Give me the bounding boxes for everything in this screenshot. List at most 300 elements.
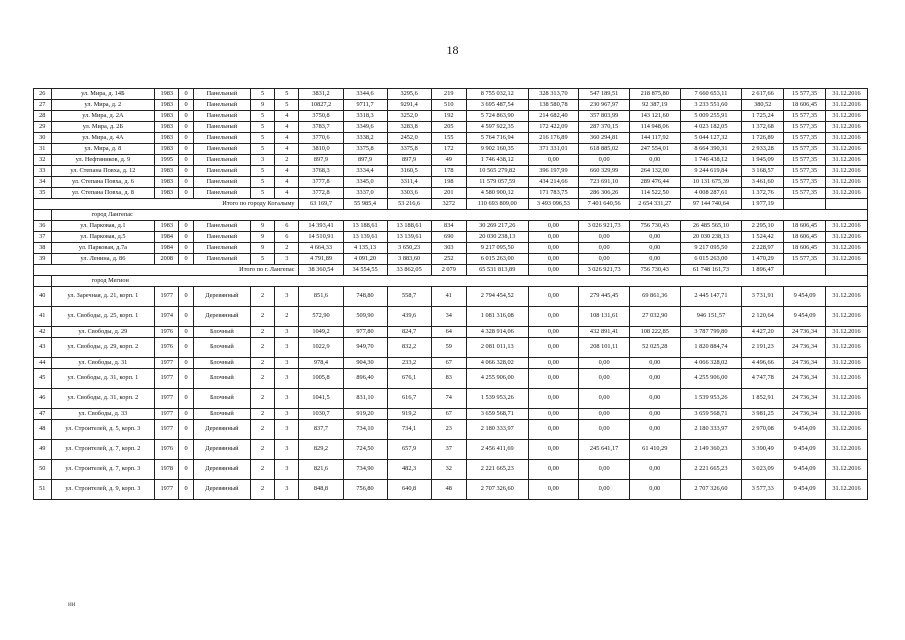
unit-cost-cell: 380,52 (742, 100, 784, 111)
regional-cost-cell: 660 329,99 (579, 166, 630, 177)
unit-cost-cell: 1 725,24 (742, 111, 784, 122)
total-cost-cell: 11 579 057,59 (466, 177, 528, 188)
limit-cost-cell: 24 736,34 (784, 409, 826, 420)
table-row (34, 100, 868, 111)
residential-area-cell: 3303,6 (387, 188, 431, 199)
table-row (34, 389, 868, 409)
address-cell: ул. Строителей, д. 5, корп. 3 (51, 420, 155, 440)
total-fund-cost-cell: 0,00 (528, 265, 579, 276)
total-cost-cell: 4 255 906,00 (466, 369, 528, 389)
total-owners-cost-cell: 61 748 161,73 (680, 265, 742, 276)
limit-cost-cell: 15 577,35 (784, 144, 826, 155)
deadline-cell: 31.12.2016 (826, 389, 868, 409)
total-regional-cost-cell: 7 401 640,56 (579, 199, 630, 210)
total-cost-cell: 2 794 454,52 (466, 287, 528, 307)
fund-cost-cell: 0,00 (528, 287, 579, 307)
total-area-cell: 1041,5 (299, 389, 343, 409)
total-area-cell: 4 791,89 (299, 254, 343, 265)
unit-cost-cell: 3 390,49 (742, 440, 784, 460)
owners-cost-cell: 2 180 333,97 (680, 420, 742, 440)
total-cost-cell: 3 659 568,71 (466, 409, 528, 420)
row-number: 36 (34, 221, 52, 232)
flag-cell: 0 (179, 307, 193, 327)
fund-cost-cell: 396 197,99 (528, 166, 579, 177)
wall-material-cell: Блочный (193, 327, 250, 338)
local-cost-cell: 218 875,80 (629, 89, 680, 100)
year-cell: 1977 (155, 409, 179, 420)
fund-cost-cell: 0,00 (528, 221, 579, 232)
residents-cell: 201 (431, 188, 466, 199)
residents-cell: 303 (431, 243, 466, 254)
entrances-cell: 3 (275, 420, 299, 440)
total-cost-cell: 1 081 316,08 (466, 307, 528, 327)
floors-cell: 2 (251, 409, 275, 420)
year-cell: 2008 (155, 254, 179, 265)
total-cost-cell: 2 180 333,97 (466, 420, 528, 440)
total-owners-cost-cell: 97 144 740,64 (680, 199, 742, 210)
year-cell: 1977 (155, 420, 179, 440)
entrances-cell: 3 (275, 327, 299, 338)
total-cost-cell: 5 764 716,94 (466, 133, 528, 144)
residential-area-cell: 2452,0 (387, 133, 431, 144)
residents-cell: 178 (431, 166, 466, 177)
address-cell: ул. Мира, д. 8 (51, 144, 155, 155)
year-cell: 1983 (155, 144, 179, 155)
year-cell: 1983 (155, 111, 179, 122)
limit-cost-cell: 24 736,34 (784, 369, 826, 389)
regional-cost-cell: 0,00 (579, 155, 630, 166)
total-living-area-cell: 55 985,4 (343, 199, 387, 210)
entrances-cell: 5 (275, 100, 299, 111)
year-cell: 1977 (155, 358, 179, 369)
local-cost-cell: 756 730,43 (629, 221, 680, 232)
total-empty-cell (784, 199, 826, 210)
entrances-cell: 4 (275, 111, 299, 122)
unit-cost-cell: 1 726,89 (742, 133, 784, 144)
table-row (34, 254, 868, 265)
table-row (34, 144, 868, 155)
address-cell: ул. Степана Повха, д. 12 (51, 166, 155, 177)
total-area-cell: 1049,2 (299, 327, 343, 338)
regional-cost-cell: 230 967,97 (579, 100, 630, 111)
unit-cost-cell: 4 747,78 (742, 369, 784, 389)
deadline-cell: 31.12.2016 (826, 111, 868, 122)
fund-cost-cell: 216 176,89 (528, 133, 579, 144)
owners-cost-cell: 5 044 127,32 (680, 133, 742, 144)
year-cell: 1983 (155, 166, 179, 177)
total-residential-area-cell: 33 862,05 (387, 265, 431, 276)
residential-area-cell: 897,9 (387, 155, 431, 166)
limit-cost-cell: 9 454,09 (784, 480, 826, 500)
total-cost-cell: 5 724 863,90 (466, 111, 528, 122)
owners-cost-cell: 1 539 953,26 (680, 389, 742, 409)
row-number: 49 (34, 440, 52, 460)
deadline-cell: 31.12.2016 (826, 254, 868, 265)
flag-cell: 0 (179, 221, 193, 232)
row-number: 30 (34, 133, 52, 144)
local-cost-cell: 0,00 (629, 460, 680, 480)
total-cost-cell: 4 597 922,35 (466, 122, 528, 133)
limit-cost-cell: 15 577,35 (784, 166, 826, 177)
deadline-cell: 31.12.2016 (826, 243, 868, 254)
row-number: 50 (34, 460, 52, 480)
total-total-area-cell: 38 360,54 (299, 265, 343, 276)
wall-material-cell: Панельный (193, 100, 250, 111)
limit-cost-cell: 24 736,34 (784, 327, 826, 338)
total-area-cell: 3768,3 (299, 166, 343, 177)
regional-cost-cell: 0,00 (579, 232, 630, 243)
deadline-cell: 31.12.2016 (826, 232, 868, 243)
address-cell: ул. Заречная, д. 21, корп. 1 (51, 287, 155, 307)
floors-cell: 2 (251, 460, 275, 480)
living-area-cell: 4 135,13 (343, 243, 387, 254)
table-row (34, 307, 868, 327)
residents-cell: 252 (431, 254, 466, 265)
total-cost-cell: 20 030 238,13 (466, 232, 528, 243)
total-cost-cell: 30 269 217,26 (466, 221, 528, 232)
regional-cost-cell: 108 131,61 (579, 307, 630, 327)
flag-cell: 0 (179, 460, 193, 480)
total-area-cell: 3831,2 (299, 89, 343, 100)
fund-cost-cell: 0,00 (528, 409, 579, 420)
year-cell: 1978 (155, 460, 179, 480)
address-cell: ул. Свободы, д. 33 (51, 409, 155, 420)
wall-material-cell: Панельный (193, 166, 250, 177)
owners-cost-cell: 4 008 287,61 (680, 188, 742, 199)
limit-cost-cell: 18 606,45 (784, 100, 826, 111)
year-cell: 1983 (155, 188, 179, 199)
row-number: 51 (34, 480, 52, 500)
table-row (34, 327, 868, 338)
wall-material-cell: Блочный (193, 369, 250, 389)
local-cost-cell: 114 522,50 (629, 188, 680, 199)
total-unit-cost-cell: 1 896,47 (742, 265, 784, 276)
owners-cost-cell: 1 820 884,74 (680, 338, 742, 358)
group-blank-cell (34, 276, 52, 287)
row-number: 28 (34, 111, 52, 122)
total-cost-cell: 6 015 263,00 (466, 254, 528, 265)
table-row (34, 155, 868, 166)
flag-cell: 0 (179, 254, 193, 265)
fund-cost-cell: 0,00 (528, 232, 579, 243)
owners-cost-cell: 3 233 551,60 (680, 100, 742, 111)
floors-cell: 9 (251, 100, 275, 111)
total-local-cost-cell: 756 730,43 (629, 265, 680, 276)
total-label: Итого по г. Лангепас (34, 265, 299, 276)
entrances-cell: 2 (275, 243, 299, 254)
limit-cost-cell: 15 577,35 (784, 89, 826, 100)
regional-cost-cell: 0,00 (579, 389, 630, 409)
owners-cost-cell: 10 131 675,39 (680, 177, 742, 188)
local-cost-cell: 0,00 (629, 420, 680, 440)
total-cost-cell: 4 328 914,06 (466, 327, 528, 338)
residential-area-cell: 558,7 (387, 287, 431, 307)
living-area-cell: 3375,8 (343, 144, 387, 155)
row-number: 35 (34, 188, 52, 199)
row-number: 29 (34, 122, 52, 133)
residents-cell: 74 (431, 389, 466, 409)
living-area-cell: 3337,0 (343, 188, 387, 199)
limit-cost-cell: 18 606,45 (784, 232, 826, 243)
living-area-cell: 734,90 (343, 460, 387, 480)
entrances-cell: 3 (275, 254, 299, 265)
year-cell: 1983 (155, 177, 179, 188)
limit-cost-cell: 9 454,09 (784, 307, 826, 327)
wall-material-cell: Панельный (193, 243, 250, 254)
address-cell: ул. Парковая, д.7а (51, 243, 155, 254)
local-cost-cell: 247 554,01 (629, 144, 680, 155)
owners-cost-cell: 7 660 653,11 (680, 89, 742, 100)
residents-cell: 34 (431, 307, 466, 327)
fund-cost-cell: 0,00 (528, 358, 579, 369)
address-cell: ул. Свободы, д. 29, корп. 2 (51, 338, 155, 358)
total-cost-cell: 2 081 011,13 (466, 338, 528, 358)
total-residential-area-cell: 53 216,6 (387, 199, 431, 210)
total-label: Итого по городу Когалыму (34, 199, 299, 210)
residents-cell: 219 (431, 89, 466, 100)
residential-area-cell: 3283,8 (387, 122, 431, 133)
unit-cost-cell: 1 524,42 (742, 232, 784, 243)
total-total-cost-cell: 65 531 813,89 (466, 265, 528, 276)
living-area-cell: 949,70 (343, 338, 387, 358)
wall-material-cell: Блочный (193, 409, 250, 420)
group-title: город Мегион (51, 276, 867, 287)
total-cost-cell: 1 746 438,12 (466, 155, 528, 166)
living-area-cell: 13 139,61 (343, 232, 387, 243)
floors-cell: 2 (251, 287, 275, 307)
living-area-cell: 896,40 (343, 369, 387, 389)
address-cell: ул. Свободы, д. 25, корп. 1 (51, 307, 155, 327)
fund-cost-cell: 0,00 (528, 243, 579, 254)
owners-cost-cell: 5 009 255,91 (680, 111, 742, 122)
floors-cell: 9 (251, 221, 275, 232)
table-row (34, 409, 868, 420)
regional-cost-cell: 287 370,15 (579, 122, 630, 133)
total-empty-cell (826, 199, 868, 210)
total-fund-cost-cell: 3 493 096,53 (528, 199, 579, 210)
address-cell: ул. Мира, д. 4А (51, 133, 155, 144)
wall-material-cell: Панельный (193, 232, 250, 243)
flag-cell: 0 (179, 369, 193, 389)
total-area-cell: 829,2 (299, 440, 343, 460)
regional-cost-cell: 357 803,99 (579, 111, 630, 122)
year-cell: 1976 (155, 327, 179, 338)
residents-cell: 690 (431, 232, 466, 243)
unit-cost-cell: 1 372,68 (742, 122, 784, 133)
limit-cost-cell: 9 454,09 (784, 420, 826, 440)
unit-cost-cell: 3 731,91 (742, 287, 784, 307)
entrances-cell: 4 (275, 177, 299, 188)
regional-cost-cell: 286 306,26 (579, 188, 630, 199)
row-number: 38 (34, 243, 52, 254)
entrances-cell: 3 (275, 338, 299, 358)
entrances-cell: 3 (275, 389, 299, 409)
residential-area-cell: 9291,4 (387, 100, 431, 111)
living-area-cell: 3344,6 (343, 89, 387, 100)
total-row (34, 199, 868, 210)
year-cell: 1976 (155, 440, 179, 460)
wall-material-cell: Деревянный (193, 460, 250, 480)
regional-cost-cell: 0,00 (579, 409, 630, 420)
residential-area-cell: 439,6 (387, 307, 431, 327)
entrances-cell: 2 (275, 155, 299, 166)
unit-cost-cell: 2 191,23 (742, 338, 784, 358)
group-blank-cell (34, 210, 52, 221)
deadline-cell: 31.12.2016 (826, 358, 868, 369)
unit-cost-cell: 4 427,20 (742, 327, 784, 338)
floors-cell: 3 (251, 155, 275, 166)
deadline-cell: 31.12.2016 (826, 100, 868, 111)
floors-cell: 2 (251, 440, 275, 460)
regional-cost-cell: 279 445,45 (579, 287, 630, 307)
flag-cell: 0 (179, 155, 193, 166)
living-area-cell: 734,10 (343, 420, 387, 440)
living-area-cell: 3334,4 (343, 166, 387, 177)
residential-area-cell: 482,3 (387, 460, 431, 480)
owners-cost-cell: 9 244 619,84 (680, 166, 742, 177)
floors-cell: 5 (251, 177, 275, 188)
total-residents-cell: 2 079 (431, 265, 466, 276)
residential-area-cell: 3295,6 (387, 89, 431, 100)
local-cost-cell: 0,00 (629, 358, 680, 369)
address-cell: ул. Строителей, д. 7, корп. 3 (51, 460, 155, 480)
wall-material-cell: Панельный (193, 111, 250, 122)
limit-cost-cell: 15 577,35 (784, 155, 826, 166)
residential-area-cell: 919,2 (387, 409, 431, 420)
fund-cost-cell: 0,00 (528, 420, 579, 440)
residents-cell: 510 (431, 100, 466, 111)
residents-cell: 205 (431, 122, 466, 133)
row-number: 45 (34, 369, 52, 389)
limit-cost-cell: 15 577,35 (784, 254, 826, 265)
owners-cost-cell: 2 149 360,23 (680, 440, 742, 460)
owners-cost-cell: 3 659 568,71 (680, 409, 742, 420)
total-empty-cell (826, 265, 868, 276)
residents-cell: 59 (431, 338, 466, 358)
deadline-cell: 31.12.2016 (826, 188, 868, 199)
fund-cost-cell: 0,00 (528, 369, 579, 389)
unit-cost-cell: 3 577,33 (742, 480, 784, 500)
floors-cell: 5 (251, 188, 275, 199)
local-cost-cell: 289 476,44 (629, 177, 680, 188)
living-area-cell: 897,9 (343, 155, 387, 166)
table-row (34, 287, 868, 307)
wall-material-cell: Панельный (193, 144, 250, 155)
regional-cost-cell: 0,00 (579, 420, 630, 440)
floors-cell: 2 (251, 389, 275, 409)
deadline-cell: 31.12.2016 (826, 327, 868, 338)
total-cost-cell: 4 580 900,12 (466, 188, 528, 199)
row-number: 31 (34, 144, 52, 155)
fund-cost-cell: 214 682,40 (528, 111, 579, 122)
limit-cost-cell: 9 454,09 (784, 440, 826, 460)
deadline-cell: 31.12.2016 (826, 166, 868, 177)
living-area-cell: 4 091,20 (343, 254, 387, 265)
total-cost-cell: 8 755 032,12 (466, 89, 528, 100)
entrances-cell: 4 (275, 188, 299, 199)
regional-cost-cell: 0,00 (579, 243, 630, 254)
entrances-cell: 4 (275, 144, 299, 155)
address-cell: ул. Ленина, д. 86 (51, 254, 155, 265)
living-area-cell: 756,80 (343, 480, 387, 500)
regional-cost-cell: 618 885,02 (579, 144, 630, 155)
total-area-cell: 848,8 (299, 480, 343, 500)
floors-cell: 5 (251, 144, 275, 155)
total-regional-cost-cell: 3 026 921,73 (579, 265, 630, 276)
row-number: 44 (34, 358, 52, 369)
year-cell: 1983 (155, 221, 179, 232)
floors-cell: 2 (251, 420, 275, 440)
year-cell: 1977 (155, 287, 179, 307)
flag-cell: 0 (179, 122, 193, 133)
floors-cell: 5 (251, 166, 275, 177)
unit-cost-cell: 3 023,09 (742, 460, 784, 480)
group-header-row (34, 210, 868, 221)
entrances-cell: 5 (275, 89, 299, 100)
floors-cell: 5 (251, 122, 275, 133)
total-area-cell: 3810,0 (299, 144, 343, 155)
floors-cell: 5 (251, 254, 275, 265)
regional-cost-cell: 360 294,81 (579, 133, 630, 144)
total-area-cell: 4 664,33 (299, 243, 343, 254)
unit-cost-cell: 3 981,25 (742, 409, 784, 420)
flag-cell: 0 (179, 111, 193, 122)
entrances-cell: 3 (275, 460, 299, 480)
residential-area-cell: 640,8 (387, 480, 431, 500)
address-cell: ул. Свободы, д. 31 (51, 358, 155, 369)
owners-cost-cell: 4 023 182,05 (680, 122, 742, 133)
unit-cost-cell: 3 461,60 (742, 177, 784, 188)
owners-cost-cell: 4 255 906,00 (680, 369, 742, 389)
table-row (34, 221, 868, 232)
address-cell: ул. Мира, д. 2Б (51, 122, 155, 133)
unit-cost-cell: 3 168,57 (742, 166, 784, 177)
flag-cell: 0 (179, 389, 193, 409)
residential-area-cell: 13 139,61 (387, 232, 431, 243)
floors-cell: 2 (251, 327, 275, 338)
limit-cost-cell: 24 736,34 (784, 358, 826, 369)
wall-material-cell: Панельный (193, 133, 250, 144)
residents-cell: 155 (431, 133, 466, 144)
entrances-cell: 3 (275, 409, 299, 420)
living-area-cell: 724,50 (343, 440, 387, 460)
table-row (34, 166, 868, 177)
total-unit-cost-cell: 1 977,19 (742, 199, 784, 210)
unit-cost-cell: 1 372,76 (742, 188, 784, 199)
register-table-wrap (33, 88, 868, 500)
year-cell: 1983 (155, 122, 179, 133)
regional-cost-cell: 3 026 921,73 (579, 221, 630, 232)
wall-material-cell: Деревянный (193, 420, 250, 440)
wall-material-cell: Панельный (193, 122, 250, 133)
total-area-cell: 3772,8 (299, 188, 343, 199)
local-cost-cell: 27 032,90 (629, 307, 680, 327)
year-cell: 1976 (155, 338, 179, 358)
deadline-cell: 31.12.2016 (826, 133, 868, 144)
unit-cost-cell: 1 470,29 (742, 254, 784, 265)
living-area-cell: 3318,3 (343, 111, 387, 122)
local-cost-cell: 114 948,06 (629, 122, 680, 133)
total-cost-cell: 9 217 095,50 (466, 243, 528, 254)
flag-cell: 0 (179, 188, 193, 199)
group-title: город Лангепас (51, 210, 867, 221)
wall-material-cell: Блочный (193, 389, 250, 409)
fund-cost-cell: 172 422,09 (528, 122, 579, 133)
fund-cost-cell: 0,00 (528, 440, 579, 460)
regional-cost-cell: 208 101,11 (579, 338, 630, 358)
deadline-cell: 31.12.2016 (826, 307, 868, 327)
residents-cell: 67 (431, 409, 466, 420)
